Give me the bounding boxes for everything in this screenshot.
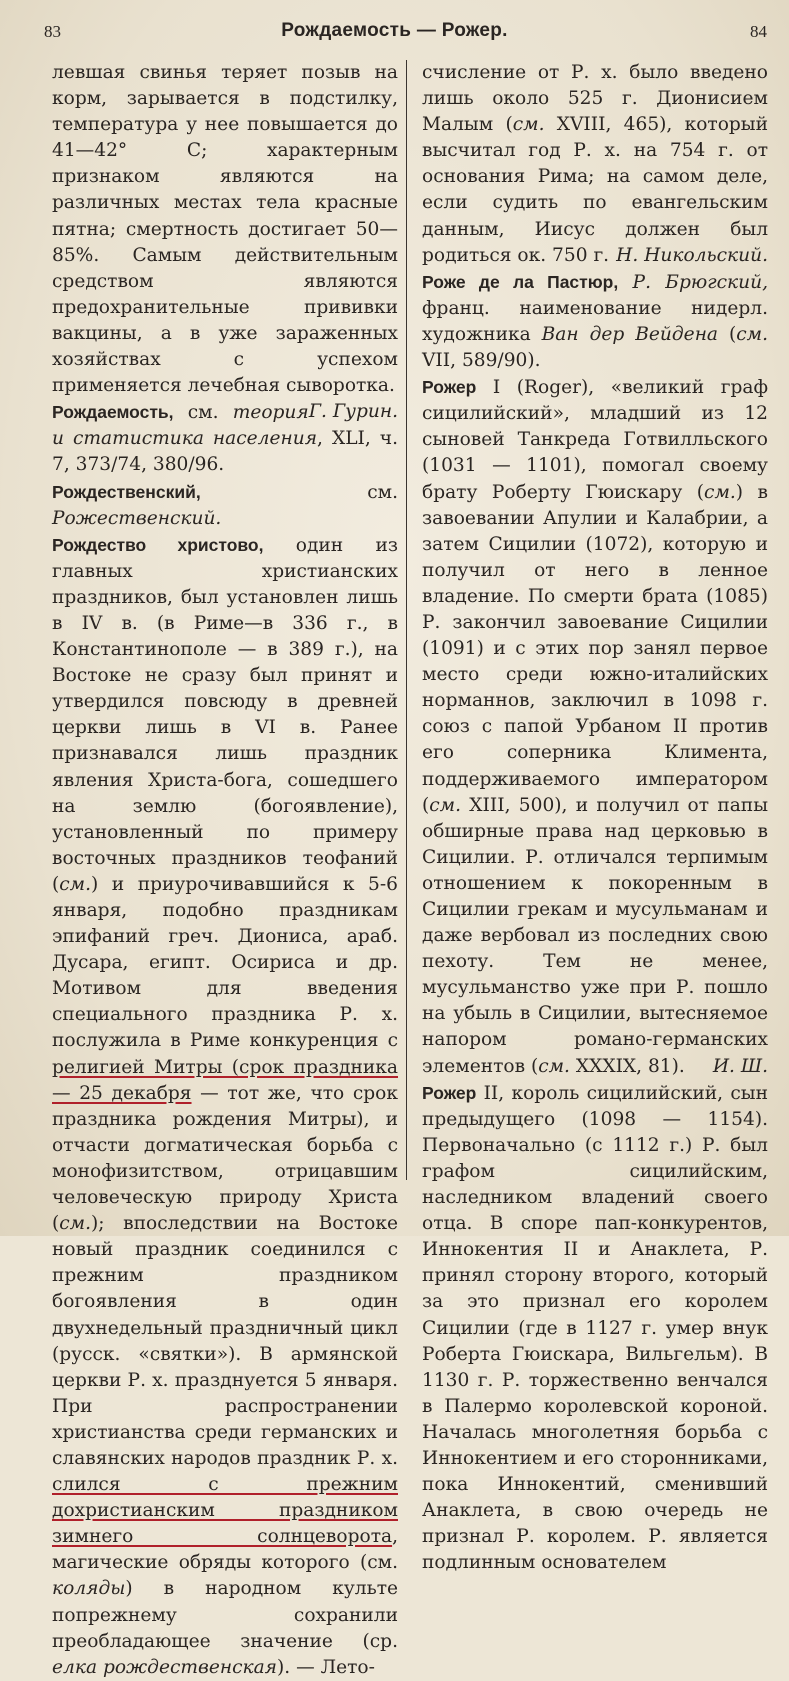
see-reference: см. [704,481,736,503]
entry-rozhdestvo-khristovo [52,532,398,1681]
headword: Рождественский, [52,481,201,502]
page-number-right: 84 [750,22,767,41]
entry-text: XIII, 500), и получил от папы обширные права над церковью в Сицилии. Р. отличался терпимым отношением к покоренным в Сицилии грекам и мусульманам и даже вербовал из последних свою пехоту. Тем не менее, мусульманство уже при Р. пошло на убыль в Сицилии, вытесняемое напором романо-германских элементов ( [422,794,768,1077]
entry-text: , магические обряды которого (см. [52,1526,398,1574]
entry-text: ). — Лето- [277,1656,375,1678]
author-signature: И. Ш. [712,1055,768,1077]
entry-text: см. [173,402,233,424]
paragraph-text: левшая свинья теряет позыв на корм, зарывается в подстилку, температура у нее повышается до 41—42° С; характерным признаком являются на различных местах тела красные пятна; смертность достигает 50—85%. Самым действительным средством являются предохранительные прививки вакцины, а в уже зараженных хозяйствах с успехом применяется лечебная сыворотка. [52,62,398,397]
right-column [422,60,768,1576]
headword: Рождаемость, [52,402,174,423]
entry-roger-ii [422,1080,768,1577]
headword: Рождество христово, [52,534,264,555]
entry-rozhdestvenskiy [52,479,398,532]
entry-roje-de-la-pasture [422,269,768,374]
underlined-passage: религией Митры (срок праздника — 25 декабря [52,1056,398,1104]
page-number-left: 83 [44,22,61,41]
entry-text: ) в завоевании Апулии и Калабрии, а затем Сицилии (1072), которую и получил от него в ленное владение. По смерти брата (1085) Р. закончил завоевание Сицилии (1091) и с этих пор занял первое место среди южно-италийских норманнов, заключил в 1098 г. союз с папой Урбаном II против его соперника Климента, поддерживаемого императором ( [422,481,768,816]
see-reference: см. [512,114,545,136]
see-reference: см. [429,794,462,816]
alias: Р. Брюгский, [618,271,769,293]
column-divider [406,60,407,1180]
running-title: Рождаемость — Рожер. [281,20,508,41]
entry-text: XVIII, 465), который высчитал год Р. х. на 754 г. от основания Рима; на самом деле, если судить по евангельским данным, Иисус должен был родиться ок. 750 г. [422,114,768,266]
entry-text: II, король сицилийский, сын предыдущего (1098 — 1154). Первоначально (с 1112 г.) Р. был графом сицилийским, наследником владений своего отца. В споре пап-конкурентов, Иннокентия II и Анаклета, Р. принял сторону второго, который за это признал его королем Сицилии (где в 1127 г. умер внук Роберта Гюискара, Вильгельм). В 1130 г. Р. торжественно венчался в Палермо королевской короной. Началась многолетняя борьба с Иннокентием и его сторонниками, пока Иннокентий, сменивший Анаклета, в свою очередь не признал Р. королем. Р. является подлинным основателем [422,1082,768,1574]
see-reference: см. [538,1055,570,1077]
entry-text: — тот же, что срок праздника рождения Митры), и отчасти догматическая борьба с монофизитством, отрицавшим человеческую природу Христа ( [52,1082,398,1235]
see-reference: см. [59,1213,92,1235]
entry-rozhdestvo-continuation [422,60,768,269]
see-reference: см. [59,873,92,895]
cross-reference: коляды [52,1578,126,1600]
see-reference: см. [736,323,769,345]
underlined-passage: слился с прежним дохристианским праздником зимнего солнцеворота [52,1474,398,1548]
headword: Роже де ла Пастюр, [422,271,619,292]
entry-text: см. [200,481,398,503]
page-header [0,18,789,48]
entry-text: VII, 589/90). [422,350,541,372]
entry-text: I (Roger), «великий граф сицилийский», младший из 12 сыновей Танкреда Готвилльского (1031 — 1101), помогал своему брату Роберту Гюискару ( [422,377,768,503]
cross-reference: Ван дер Вейдена [541,323,719,345]
cross-reference: Рожественский. [52,507,222,529]
entry-text: XXXIX, 81). [569,1055,685,1077]
entry-text: счисление от Р. х. было введено лишь около 525 г. Дионисием Малым ( [422,62,768,136]
entry-roger-i [422,374,768,1080]
headword: Рожер [422,377,477,398]
entry-text: один из главных христианских праздников, был установлен лишь в IV в. (в Риме—в 336 г., в Константинополе — в 389 г.), на Востоке не сразу был принят и утвердился повсюду в древней церкви лишь в VI в. Ранее признавался лишь праздник явления Христа-бога, сошедшего на землю (богоявление), установленный по примеру восточных праздников теофаний ( [52,534,398,895]
cross-reference: елка рождественская [52,1656,277,1678]
cross-reference: теория и статистика населения [52,402,318,450]
entry-text: ); впоследствии на Востоке новый праздник соединился с прежним праздником богоявления в один двухнедельный праздничный цикл (русск. «святки»). В армянской церкви Р. х. празднуется 5 января. При распространении христианства среди германских и славянских народов праздник Р. х. [52,1213,398,1469]
left-column [52,60,398,1681]
entry-text: франц. наименование нидерл. художника [422,297,768,345]
author-signature: Г. Гурин. [308,401,398,423]
headword: Рожер [422,1082,477,1103]
entry-text: ) и приурочивавшийся к 5-6 января, подобно праздникам эпифаний греч. Диониса, араб. Дусара, египт. Осириса и др. Мотивом для введения специального праздника Р. х. послужила в Риме конкуренция с [52,873,398,1052]
entry-text: ) в народном культе попрежнему сохранили преобладающее значение (ср. [52,1578,398,1652]
entry-text: ( [718,323,737,345]
author-signature: Н. Никольский. [616,244,768,266]
entry-text: , XLI, ч. 7, 373/74, 380/96. [52,428,398,476]
